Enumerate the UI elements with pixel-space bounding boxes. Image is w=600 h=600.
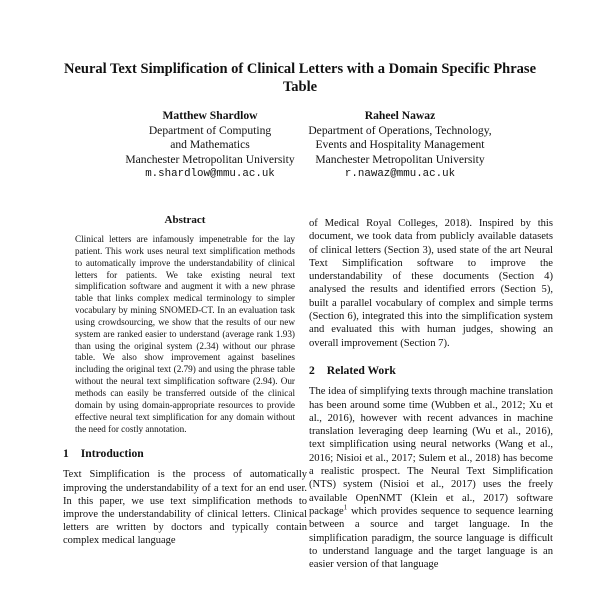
abstract-text: Clinical letters are infamously impenetrable for the lay patient. This work uses neural text simplification methods to automatically improve the understandability of clinical letters for patients. We take existing neural text simplification software and augment it with a new phrase table that links complex medical terminology to simpler vocabulary by mining SNOMED-CT. In an evaluation task using crowdsourcing, we show that the results of our new system are ranked easier to understand (average rank 1.93) than using the original system (2.34) without our phrase table. We also show improvement against baselines including the original text (2.79) and using the phrase table without the neural text simplification software (2.94). Our methods can easily be transferred outside of the clinical domain by using domain-appropriate resources to provide effective neural text simplification for any domain without the need for costly annotation. [75,234,295,434]
author-affiliation-line: Events and Hospitality Management [315,138,485,151]
author-name: Matthew Shardlow [162,109,258,122]
section-number: 1 [63,447,69,461]
author-block-2 [290,109,510,182]
author-affiliation-line: Department of Computing [148,123,272,137]
related-work-text-part-1: The idea of simplifying texts through machine translation has been around some time (Wubben et al., 2012; Xu et al., 2016), however with recent advances in machine translation leveraging deep learning (Wu et al., 2016), text simplification using neural networks (Wang et al., 2016; Nisioi et al., 2017; Sulem et al., 2018) has become a realistic prospect. The Neural Text Simplification (NTS) system (Nisioi et al., 2017) uses the freely available OpenNMT (Klein et al., 2017) software package [309,386,553,517]
introduction-text: Text Simplification is the process of automatically improving the understandability of a text for an end user. In this paper, we use text simplification methods to improve the understandability of clinical letters. Clinical letters are written by doctors and typically contain complex medical language [63,469,307,547]
footnote-marker[interactable]: 1 [343,503,348,512]
author-email: m.shardlow@mmu.ac.uk [145,168,275,180]
section-title: Introduction [80,447,144,461]
author-affiliation-line: Department of Operations, Technology, [308,123,492,137]
author-name: Raheel Nawaz [364,109,436,122]
abstract-heading: Abstract [164,214,206,226]
section-heading-introduction [63,447,307,460]
right-column [309,217,553,571]
related-work-text-part-2: which provides sequence to sequence learning between a source and target language. In the simplification paradigm, the source language is difficult to understand language and the target language is an easier version of that language [309,505,553,571]
left-column [63,214,307,548]
introduction-continued-text: of Medical Royal Colleges, 2018). Inspired by this document, we took data from publicly available datasets of clinical letters (Section 3), used state of the art Neural Text Simplification software to improve the understandability of these documents (Section 4) analysed the results and identified errors (Section 5), built a parallel vocabulary of complex and simple terms (Section 6), integrated this into the simplification system and evaluated this with human judges, showing an overall improvement (Section 7). [309,218,553,349]
section-heading-related-work [309,364,553,377]
paper-title: Neural Text Simplification of Clinical Letters with a Domain Specific Phrase Table [63,61,537,95]
section-title: Related Work [326,363,396,377]
author-email: r.nawaz@mmu.ac.uk [344,168,456,180]
author-block-1 [110,109,310,182]
related-work-text [309,385,553,571]
section-number: 2 [309,363,315,377]
author-affiliation-line: Manchester Metropolitan University [125,152,295,166]
author-affiliation-line: Manchester Metropolitan University [315,152,485,166]
author-affiliation-line: and Mathematics [170,138,250,151]
